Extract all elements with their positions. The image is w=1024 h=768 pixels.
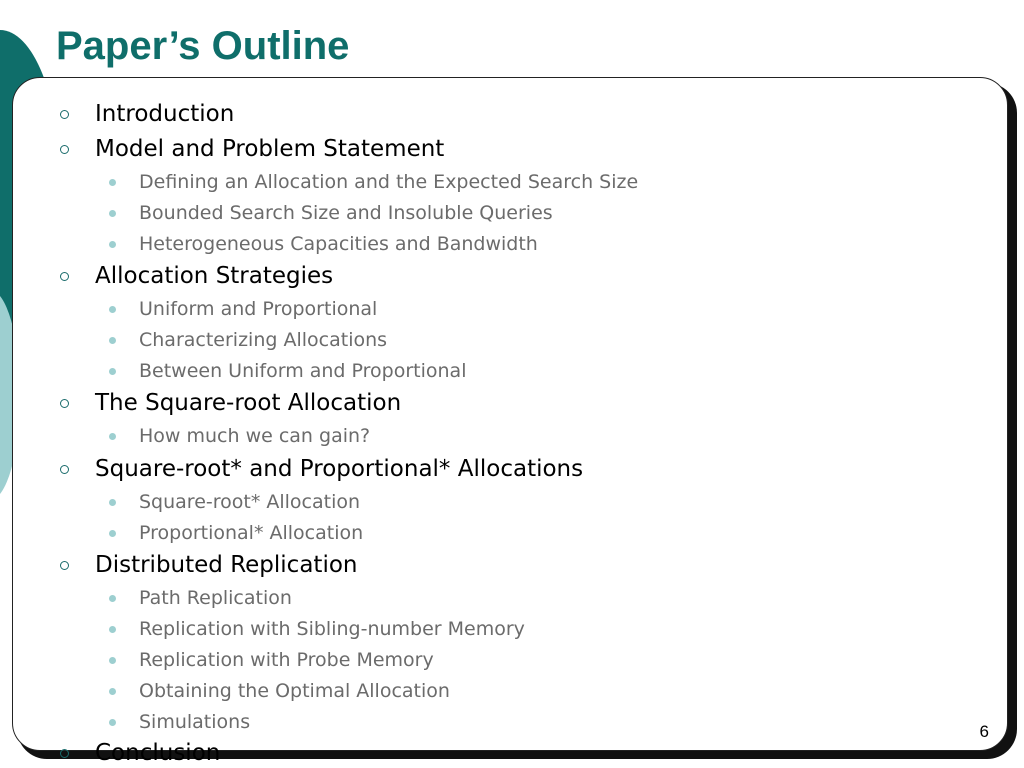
outline-subitem-label: Characterizing Allocations <box>139 329 388 351</box>
circle-bullet-icon <box>60 399 69 408</box>
outline-subitem <box>109 709 250 735</box>
dot-bullet-icon <box>109 530 116 537</box>
dot-bullet-icon <box>109 368 116 375</box>
outline-subitem-label: Replication with Sibling-number Memory <box>139 618 525 640</box>
outline-item <box>60 550 357 580</box>
outline-item-label: The Square-root Allocation <box>95 390 402 416</box>
outline-subitem-label: Between Uniform and Proportional <box>139 360 467 382</box>
outline-subitem-label: Heterogeneous Capacities and Bandwidth <box>139 233 538 255</box>
outline-item <box>60 134 444 164</box>
outline-subitem <box>109 231 538 257</box>
page-number: 6 <box>979 722 989 741</box>
circle-bullet-icon <box>60 749 69 758</box>
outline-subitem <box>109 296 377 322</box>
outline-subitem <box>109 169 638 195</box>
outline-subitem-label: Proportional* Allocation <box>139 522 364 544</box>
outline-subitem <box>109 520 363 546</box>
outline-item <box>60 738 220 768</box>
outline-subitem-label: Path Replication <box>139 587 292 609</box>
dot-bullet-icon <box>109 241 116 248</box>
outline-item <box>60 99 234 129</box>
outline-subitem <box>109 200 553 226</box>
dot-bullet-icon <box>109 626 116 633</box>
outline-subitem <box>109 585 292 611</box>
outline-item-label: Allocation Strategies <box>95 263 334 289</box>
dot-bullet-icon <box>109 179 116 186</box>
outline-item-label: Distributed Replication <box>95 552 358 578</box>
outline-subitem <box>109 489 360 515</box>
content-panel <box>12 77 1008 766</box>
outline-item-label: Model and Problem Statement <box>95 136 445 162</box>
dot-bullet-icon <box>109 499 116 506</box>
circle-bullet-icon <box>60 272 69 281</box>
dot-bullet-icon <box>109 306 116 313</box>
outline-subitem-label: Replication with Probe Memory <box>139 649 434 671</box>
dot-bullet-icon <box>109 688 116 695</box>
slide-title: Paper’s Outline <box>56 24 350 68</box>
outline-item-label: Conclusion <box>95 740 221 766</box>
circle-bullet-icon <box>60 561 69 570</box>
outline-subitem-label: Uniform and Proportional <box>139 298 378 320</box>
outline-subitem-label: Obtaining the Optimal Allocation <box>139 680 450 702</box>
outline-subitem <box>109 358 466 384</box>
dot-bullet-icon <box>109 719 116 726</box>
outline-subitem-label: Square-root* Allocation <box>139 491 361 513</box>
dot-bullet-icon <box>109 337 116 344</box>
outline-item <box>60 454 583 484</box>
outline-item-label: Square-root* and Proportional* Allocations <box>95 456 584 482</box>
outline-item <box>60 388 401 418</box>
outline-item <box>60 261 333 291</box>
outline-subitem-label: Bounded Search Size and Insoluble Queries <box>139 202 553 224</box>
outline-subitem <box>109 327 387 353</box>
dot-bullet-icon <box>109 433 116 440</box>
outline-subitem-label: Simulations <box>139 711 251 733</box>
circle-bullet-icon <box>60 145 69 154</box>
outline-subitem <box>109 616 525 642</box>
dot-bullet-icon <box>109 595 116 602</box>
dot-bullet-icon <box>109 657 116 664</box>
outline-subitem-label: Defining an Allocation and the Expected Search Size <box>139 171 639 193</box>
circle-bullet-icon <box>60 465 69 474</box>
outline-list <box>13 78 1007 766</box>
outline-subitem <box>109 678 450 704</box>
dot-bullet-icon <box>109 210 116 217</box>
outline-subitem <box>109 423 370 449</box>
outline-subitem <box>109 647 434 673</box>
outline-item-label: Introduction <box>95 101 235 127</box>
circle-bullet-icon <box>60 110 69 119</box>
outline-subitem-label: How much we can gain? <box>139 425 371 447</box>
